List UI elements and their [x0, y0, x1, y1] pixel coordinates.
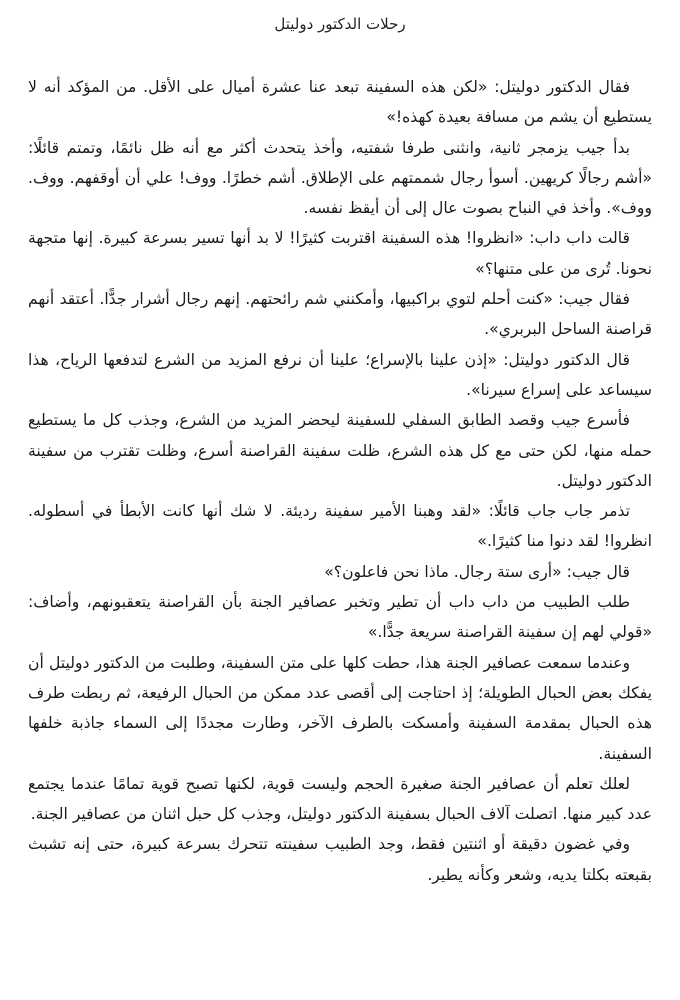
- paragraph: فقال جيب: «كنت أحلم لتوي براكبيها، وأمكنني شم رائحتهم. إنهم رجال أشرار جدًّا. أعتقد أنهم قراصنة الساحل البربري».: [28, 290, 652, 339]
- running-title: رحلات الدكتور دوليتل: [274, 15, 406, 33]
- paragraph: طلب الطبيب من داب داب أن تطير وتخبر عصافير الجنة بأن القراصنة يتعقبونهم، وأضاف: «قولي لهم إن سفينة القراصنة سريعة جدًّا.»: [28, 593, 652, 642]
- paragraph: فأسرع جيب وقصد الطابق السفلي للسفينة ليحضر المزيد من الشرع، وجذب كل ما يستطيع حمله منها، لكن حتى مع كل هذه الشرع، ظلت سفينة القراصنة أسرع، وظلت تقترب من سفينة الدكتور دوليتل.: [28, 411, 652, 490]
- paragraph: قالت داب داب: «انظروا! هذه السفينة اقتربت كثيرًا! لا بد أنها تسير بسرعة كبيرة. إنها متجهة نحونا. تُرى من على متنها؟»: [28, 229, 652, 278]
- paragraph: فقال الدكتور دوليتل: «لكن هذه السفينة تبعد عنا عشرة أميال على الأقل. من المؤكد أنه لا يستطيع أن يشم من مسافة بعيدة كهذه!»: [28, 78, 652, 127]
- paragraph: قال الدكتور دوليتل: «إذن علينا بالإسراع؛ علينا أن نرفع المزيد من الشرع لتدفعها الرياح، هذا سيساعد على إسراع سيرنا».: [28, 350, 652, 399]
- paragraph: بدأ جيب يزمجر ثانية، وانثنى طرفا شفتيه، وأخذ يتحدث أكثر مع أنه ظل نائمًا، وتمتم قائلًا: «أشم رجالًا كريهين. أسوأ رجال شممتهم على الإطلاق. أشم خطرًا. ووف! علي أن أوقفهم. ووف. ووف». وأخذ في النباح بصوت عال إلى أن أيقظ نفسه.: [28, 138, 652, 218]
- paragraph: تذمر جاب جاب قائلًا: «لقد وهبنا الأمير سفينة رديئة. لا شك أنها كانت الأبطأ في أسطوله. انظروا! لقد دنوا منا كثيرًا.»: [28, 502, 652, 551]
- paragraph: قال جيب: «أرى ستة رجال. ماذا نحن فاعلون؟»: [324, 562, 630, 581]
- paragraph: لعلك تعلم أن عصافير الجنة صغيرة الحجم وليست قوية، لكنها تصبح قوية تمامًا عندما يجتمع عدد كبير منها. اتصلت آلاف الحبال بسفينة الدكتور دوليتل، وجذب كل حبل اثنان من عصافير الجنة.: [28, 774, 652, 824]
- body-text: [28, 72, 652, 890]
- paragraph: وفي غضون دقيقة أو اثنتين فقط، وجد الطبيب سفينته تتحرك بسرعة كبيرة، حتى إنه تشبث بقبعته بكلتا يديه، وشعر وكأنه يطير.: [28, 835, 652, 884]
- paragraph: وعندما سمعت عصافير الجنة هذا، حطت كلها على متن السفينة، وطلبت من الدكتور دوليتل أن يفكك بعض الحبال الطويلة؛ إذ احتاجت إلى أقصى عدد ممكن من الحبال الرفيعة، ثم ربطت طرف هذه الحبال بمقدمة السفينة وأمسكت بالطرف الآخر، وطارت مجددًا إلى السماء جاذبة خلفها السفينة.: [28, 653, 652, 763]
